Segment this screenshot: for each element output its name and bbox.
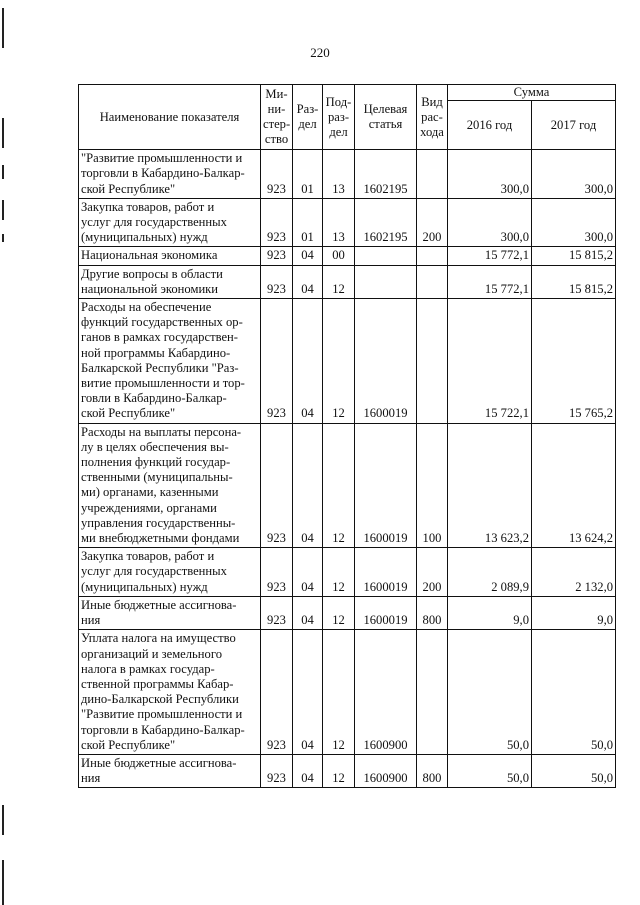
row-section: 01 (293, 150, 323, 199)
row-sum-2017: 2 132,0 (532, 548, 616, 597)
row-sum-2017: 300,0 (532, 198, 616, 247)
row-section: 04 (293, 265, 323, 298)
col-header-sum: Сумма (448, 85, 616, 101)
row-sum-2017: 15 765,2 (532, 299, 616, 424)
row-section: 04 (293, 548, 323, 597)
col-header-section: Раз- дел (293, 85, 323, 150)
row-sum-2017: 15 815,2 (532, 247, 616, 265)
row-name: "Развитие промышленности и торговли в Кабардино-Балкар- ской Республике" (79, 150, 261, 199)
row-subsection: 13 (323, 198, 355, 247)
header-row (79, 85, 616, 101)
scan-edge-mark (2, 118, 4, 148)
row-target-article (355, 247, 417, 265)
row-sum-2017: 50,0 (532, 630, 616, 755)
scan-edge-mark (2, 200, 4, 220)
row-name: Иные бюджетные ассигнова- ния (79, 596, 261, 629)
row-target-article: 1600900 (355, 630, 417, 755)
row-subsection: 13 (323, 150, 355, 199)
row-ministry: 923 (261, 299, 293, 424)
row-section: 04 (293, 630, 323, 755)
row-name: Закупка товаров, работ и услуг для государственных (муниципальных) нужд (79, 198, 261, 247)
row-name: Другие вопросы в области национальной экономики (79, 265, 261, 298)
row-expense-type (417, 150, 448, 199)
col-header-subsection: Под- раз- дел (323, 85, 355, 150)
row-target-article (355, 265, 417, 298)
row-subsection: 12 (323, 630, 355, 755)
table-row (79, 630, 616, 755)
row-sum-2017: 15 815,2 (532, 265, 616, 298)
row-expense-type (417, 299, 448, 424)
row-ministry: 923 (261, 247, 293, 265)
row-expense-type: 200 (417, 198, 448, 247)
scan-edge-mark (2, 8, 4, 48)
row-expense-type: 800 (417, 754, 448, 787)
row-ministry: 923 (261, 265, 293, 298)
row-sum-2016: 13 623,2 (448, 423, 532, 548)
scan-edge-mark (2, 860, 4, 905)
table-row (79, 754, 616, 787)
table-row (79, 423, 616, 548)
row-ministry: 923 (261, 198, 293, 247)
row-subsection: 12 (323, 754, 355, 787)
table-row (79, 548, 616, 597)
row-subsection: 12 (323, 299, 355, 424)
row-sum-2016: 15 722,1 (448, 299, 532, 424)
row-ministry: 923 (261, 630, 293, 755)
row-expense-type: 800 (417, 596, 448, 629)
row-ministry: 923 (261, 548, 293, 597)
row-section: 04 (293, 423, 323, 548)
col-header-name: Наименование показателя (79, 85, 261, 150)
table-row (79, 265, 616, 298)
col-header-year-2016: 2016 год (448, 101, 532, 150)
row-section: 01 (293, 198, 323, 247)
row-subsection: 12 (323, 596, 355, 629)
row-name: Расходы на выплаты персона- лу в целях обеспечения вы- полнения функций государ- ственными (муниципальны- ми) органами, казенными учреждениями, органами управления государственны- ми внебюджетными фондами (79, 423, 261, 548)
row-name: Иные бюджетные ассигнова- ния (79, 754, 261, 787)
row-target-article: 1600019 (355, 299, 417, 424)
col-header-year-2017: 2017 год (532, 101, 616, 150)
row-sum-2016: 9,0 (448, 596, 532, 629)
row-section: 04 (293, 247, 323, 265)
row-subsection: 12 (323, 265, 355, 298)
row-name: Закупка товаров, работ и услуг для государственных (муниципальных) нужд (79, 548, 261, 597)
col-header-ministry: Ми- ни- стер- ство (261, 85, 293, 150)
row-target-article: 1602195 (355, 198, 417, 247)
row-sum-2017: 9,0 (532, 596, 616, 629)
row-ministry: 923 (261, 150, 293, 199)
row-expense-type (417, 630, 448, 755)
table-row (79, 299, 616, 424)
table-row (79, 198, 616, 247)
row-target-article: 1600019 (355, 548, 417, 597)
scan-edge-mark (2, 234, 4, 242)
table-row (79, 150, 616, 199)
row-target-article: 1600019 (355, 423, 417, 548)
row-sum-2016: 15 772,1 (448, 247, 532, 265)
row-target-article: 1600019 (355, 596, 417, 629)
row-section: 04 (293, 596, 323, 629)
row-subsection: 12 (323, 423, 355, 548)
row-ministry: 923 (261, 754, 293, 787)
row-ministry: 923 (261, 423, 293, 548)
scan-edge-mark (2, 805, 4, 835)
row-sum-2017: 50,0 (532, 754, 616, 787)
row-target-article: 1600900 (355, 754, 417, 787)
budget-table (78, 84, 616, 788)
row-sum-2016: 50,0 (448, 754, 532, 787)
col-header-target-article: Целевая статья (355, 85, 417, 150)
row-subsection: 00 (323, 247, 355, 265)
row-expense-type (417, 265, 448, 298)
row-sum-2016: 15 772,1 (448, 265, 532, 298)
row-section: 04 (293, 754, 323, 787)
row-expense-type: 200 (417, 548, 448, 597)
row-name: Национальная экономика (79, 247, 261, 265)
row-subsection: 12 (323, 548, 355, 597)
row-sum-2017: 13 624,2 (532, 423, 616, 548)
table-row (79, 247, 616, 265)
table-row (79, 596, 616, 629)
row-name: Уплата налога на имущество организаций и земельного налога в рамках государ- ственной программы Кабар- дино-Балкарской Республики "Развитие промышленности и торговли в Кабардино-Балкар- ской Республике" (79, 630, 261, 755)
row-sum-2016: 300,0 (448, 150, 532, 199)
row-ministry: 923 (261, 596, 293, 629)
row-section: 04 (293, 299, 323, 424)
row-target-article: 1602195 (355, 150, 417, 199)
row-name: Расходы на обеспечение функций государственных ор- ганов в рамках государствен- ной программы Кабардино- Балкарской Республики "Раз- витие промышленности и тор- говли в Кабардино-Балкар- ской Республике" (79, 299, 261, 424)
row-sum-2016: 300,0 (448, 198, 532, 247)
row-expense-type: 100 (417, 423, 448, 548)
row-sum-2017: 300,0 (532, 150, 616, 199)
row-sum-2016: 2 089,9 (448, 548, 532, 597)
row-expense-type (417, 247, 448, 265)
col-header-expense-type: Вид рас- хода (417, 85, 448, 150)
page-number: 220 (310, 45, 330, 60)
scan-edge-mark (2, 165, 4, 179)
row-sum-2016: 50,0 (448, 630, 532, 755)
